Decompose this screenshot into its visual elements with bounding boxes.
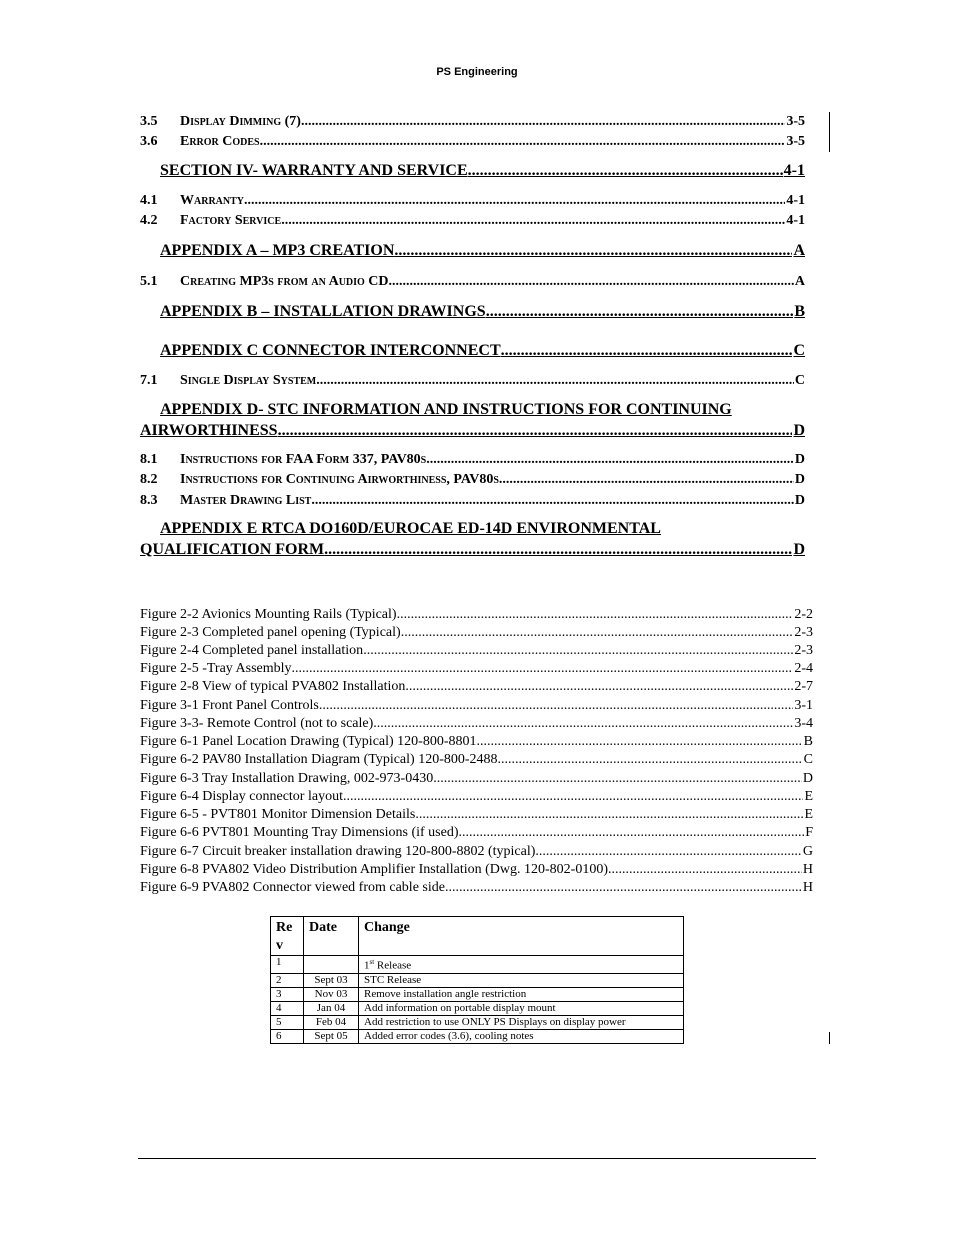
figure-page: 2-7 <box>794 679 813 694</box>
toc-label: Factory Service <box>180 213 282 228</box>
figure-entry[interactable] <box>140 698 813 714</box>
toc-num: 3.6 <box>140 134 158 149</box>
toc-leader <box>278 422 793 440</box>
change-text: Release <box>374 959 412 972</box>
toc-label: Instructions for Continuing Airworthiness, PAV80s <box>180 472 499 487</box>
table-row <box>271 987 684 1001</box>
toc-appendix-d-line1[interactable]: APPENDIX D- STC INFORMATION AND INSTRUCTIONS FOR CONTINUING <box>160 401 732 418</box>
figure-label: Figure 6-2 PAV80 Installation Diagram (Typical) 120-800-2488 <box>140 752 498 767</box>
toc-leader <box>394 242 792 260</box>
figure-entry[interactable] <box>140 880 813 896</box>
figure-entry[interactable] <box>140 661 813 677</box>
toc-label: Display Dimming (7) <box>180 114 301 129</box>
figure-entry[interactable] <box>140 679 813 695</box>
figure-label: Figure 6-3 Tray Installation Drawing, 002-973-0430 <box>140 771 434 786</box>
toc-label: APPENDIX C CONNECTOR INTERCONNECT <box>160 342 501 359</box>
toc-page: C <box>793 342 805 359</box>
figure-entry[interactable] <box>140 734 813 750</box>
figure-leader <box>319 698 793 714</box>
toc-page: 3-5 <box>786 134 805 149</box>
toc-num: 8.1 <box>140 452 158 467</box>
table-row <box>271 1029 684 1043</box>
toc-leader <box>316 373 794 389</box>
toc-appendix-b[interactable] <box>140 303 805 321</box>
figure-entry[interactable] <box>140 607 813 623</box>
figure-page: 2-4 <box>794 661 813 676</box>
toc-num: 4.2 <box>140 213 158 228</box>
toc-entry-8-2[interactable] <box>140 472 805 488</box>
toc-leader <box>499 472 794 488</box>
toc-entry-4-1[interactable] <box>140 193 805 209</box>
figure-label: Figure 2-3 Completed panel opening (Typical) <box>140 625 401 640</box>
figure-page: 2-2 <box>794 607 813 622</box>
cell-date: Sept 03 <box>304 973 359 987</box>
cell-change: STC Release <box>359 973 684 987</box>
toc-label: QUALIFICATION FORM <box>140 541 325 558</box>
figure-leader <box>343 789 803 805</box>
toc-leader <box>486 303 794 321</box>
figure-page: 3-1 <box>794 698 813 713</box>
figure-page: D <box>802 771 813 786</box>
toc-label: Error Codes <box>180 134 260 149</box>
toc-page: 3-5 <box>786 114 805 129</box>
figure-leader <box>498 752 803 768</box>
toc-num: 3.5 <box>140 114 158 129</box>
figure-entry[interactable] <box>140 771 813 787</box>
toc-leader <box>389 274 794 290</box>
figure-leader <box>373 716 793 732</box>
toc-appendix-c[interactable] <box>140 342 805 360</box>
cell-change <box>359 956 684 974</box>
page-header: PS Engineering <box>436 66 518 78</box>
figure-page: E <box>804 789 813 804</box>
figure-label: Figure 6-1 Panel Location Drawing (Typical) 120-800-8801 <box>140 734 477 749</box>
change-prefix: 1 <box>364 959 370 972</box>
toc-page: D <box>794 452 805 467</box>
toc-page: B <box>794 303 805 320</box>
figure-leader <box>292 661 794 677</box>
figure-page: F <box>805 825 813 840</box>
figure-leader <box>608 862 802 878</box>
figure-leader <box>405 679 793 695</box>
toc-appendix-d[interactable] <box>140 422 805 440</box>
cell-rev: 4 <box>271 1001 304 1015</box>
toc-leader <box>468 162 783 180</box>
cell-date <box>304 956 359 974</box>
toc-label: Warranty <box>180 193 244 208</box>
figure-label: Figure 3-1 Front Panel Controls <box>140 698 319 713</box>
header-date: Date <box>304 917 359 956</box>
toc-label: APPENDIX A – MP3 CREATION <box>160 242 395 259</box>
change-bar <box>829 1032 830 1044</box>
cell-date: Jan 04 <box>304 1001 359 1015</box>
figure-entry[interactable] <box>140 825 813 841</box>
figure-leader <box>433 771 802 787</box>
change-bar <box>829 112 830 152</box>
toc-label: Instructions for FAA Form 337, PAV80s <box>180 452 427 467</box>
toc-page: 4-1 <box>783 162 805 179</box>
toc-entry-8-3[interactable] <box>140 493 805 509</box>
table-row <box>271 973 684 987</box>
figure-label: Figure 2-5 -Tray Assembly <box>140 661 292 676</box>
toc-label: Creating MP3s from an Audio CD <box>180 274 389 289</box>
toc-appendix-a[interactable] <box>140 242 805 260</box>
figure-label: Figure 3-3- Remote Control (not to scale) <box>140 716 374 731</box>
cell-rev: 1 <box>271 956 304 974</box>
toc-page: A <box>794 274 805 289</box>
figure-entry[interactable] <box>140 844 813 860</box>
toc-page: 4-1 <box>786 213 805 228</box>
toc-label: APPENDIX B – INSTALLATION DRAWINGS <box>160 303 486 320</box>
toc-page: C <box>794 373 805 388</box>
figure-label: Figure 2-2 Avionics Mounting Rails (Typical) <box>140 607 397 622</box>
toc-page: D <box>794 493 805 508</box>
toc-num: 8.2 <box>140 472 158 487</box>
toc-appendix-e[interactable] <box>140 541 805 559</box>
figure-leader <box>477 734 803 750</box>
table-row <box>271 1015 684 1029</box>
toc-entry-3-5[interactable] <box>140 114 805 130</box>
figure-page: 2-3 <box>794 643 813 658</box>
figure-entry[interactable] <box>140 716 813 732</box>
toc-page: D <box>793 541 805 558</box>
toc-label: AIRWORTHINESS <box>140 422 278 439</box>
toc-page: D <box>794 472 805 487</box>
figure-entry[interactable] <box>140 643 813 659</box>
toc-label: Single Display System <box>180 373 317 388</box>
toc-entry-7-1[interactable] <box>140 373 805 389</box>
toc-label: SECTION IV- WARRANTY AND SERVICE <box>160 162 468 179</box>
footer-rule <box>138 1158 816 1159</box>
figure-page: G <box>802 844 813 859</box>
header-rev: Re v <box>271 917 304 956</box>
toc-entry-3-6[interactable] <box>140 134 805 150</box>
cell-rev: 3 <box>271 987 304 1001</box>
figure-entry[interactable] <box>140 862 813 878</box>
toc-entry-5-1[interactable] <box>140 274 805 290</box>
ordinal-suffix: st <box>369 958 375 966</box>
cell-change: Added error codes (3.6), cooling notes <box>359 1029 684 1043</box>
toc-section-iv[interactable] <box>140 162 805 180</box>
toc-num: 5.1 <box>140 274 158 289</box>
figure-leader <box>459 825 805 841</box>
toc-entry-8-1[interactable] <box>140 452 805 468</box>
toc-page: D <box>793 422 805 439</box>
figure-page: 3-4 <box>794 716 813 731</box>
revision-table <box>270 916 684 1044</box>
figure-leader <box>363 643 793 659</box>
figure-leader <box>397 607 794 623</box>
figure-entry[interactable] <box>140 789 813 805</box>
figure-leader <box>401 625 794 641</box>
toc-leader <box>244 193 785 209</box>
figure-leader <box>535 844 801 860</box>
figure-page: B <box>803 734 813 749</box>
cell-rev: 6 <box>271 1029 304 1043</box>
toc-page: A <box>793 242 805 259</box>
toc-label: Master Drawing List <box>180 493 312 508</box>
header-change: Change <box>359 917 684 956</box>
figure-entry[interactable] <box>140 752 813 768</box>
figure-page: C <box>803 752 813 767</box>
toc-entry-4-2[interactable] <box>140 213 805 229</box>
figure-label: Figure 6-7 Circuit breaker installation drawing 120-800-8802 (typical) <box>140 844 536 859</box>
figure-page: H <box>802 880 813 895</box>
figure-label: Figure 2-4 Completed panel installation <box>140 643 364 658</box>
toc-leader <box>281 213 785 229</box>
figure-label: Figure 6-6 PVT801 Mounting Tray Dimensions (if used) <box>140 825 459 840</box>
figure-label: Figure 2-8 View of typical PVA802 Installation <box>140 679 406 694</box>
toc-appendix-e-line1[interactable]: APPENDIX E RTCA DO160D/EUROCAE ED-14D ENVIRONMENTAL <box>160 520 661 537</box>
toc-leader <box>324 541 792 559</box>
figure-page: H <box>802 862 813 877</box>
toc-page: 4-1 <box>786 193 805 208</box>
toc-leader <box>426 452 794 468</box>
cell-date: Feb 04 <box>304 1015 359 1029</box>
toc-leader <box>260 134 786 150</box>
table-row <box>271 956 684 974</box>
cell-change: Remove installation angle restriction <box>359 987 684 1001</box>
figure-page: E <box>804 807 813 822</box>
figure-leader <box>415 807 803 823</box>
figure-entry[interactable] <box>140 625 813 641</box>
toc-leader <box>311 493 794 509</box>
figure-label: Figure 6-4 Display connector layout <box>140 789 343 804</box>
figure-label: Figure 6-9 PVA802 Connector viewed from cable side <box>140 880 445 895</box>
toc-num: 8.3 <box>140 493 158 508</box>
revision-header-row <box>271 917 684 956</box>
figure-label: Figure 6-5 - PVT801 Monitor Dimension Details <box>140 807 416 822</box>
figure-leader <box>445 880 802 896</box>
table-row <box>271 1001 684 1015</box>
toc-num: 7.1 <box>140 373 158 388</box>
toc-num: 4.1 <box>140 193 158 208</box>
cell-date: Sept 05 <box>304 1029 359 1043</box>
cell-rev: 5 <box>271 1015 304 1029</box>
cell-change: Add information on portable display mount <box>359 1001 684 1015</box>
figure-label: Figure 6-8 PVA802 Video Distribution Amplifier Installation (Dwg. 120-802-0100) <box>140 862 608 877</box>
figure-entry[interactable] <box>140 807 813 823</box>
cell-change: Add restriction to use ONLY PS Displays on display power <box>359 1015 684 1029</box>
toc-leader <box>501 342 793 360</box>
cell-date: Nov 03 <box>304 987 359 1001</box>
cell-rev: 2 <box>271 973 304 987</box>
figure-page: 2-3 <box>794 625 813 640</box>
toc-leader <box>301 114 785 130</box>
